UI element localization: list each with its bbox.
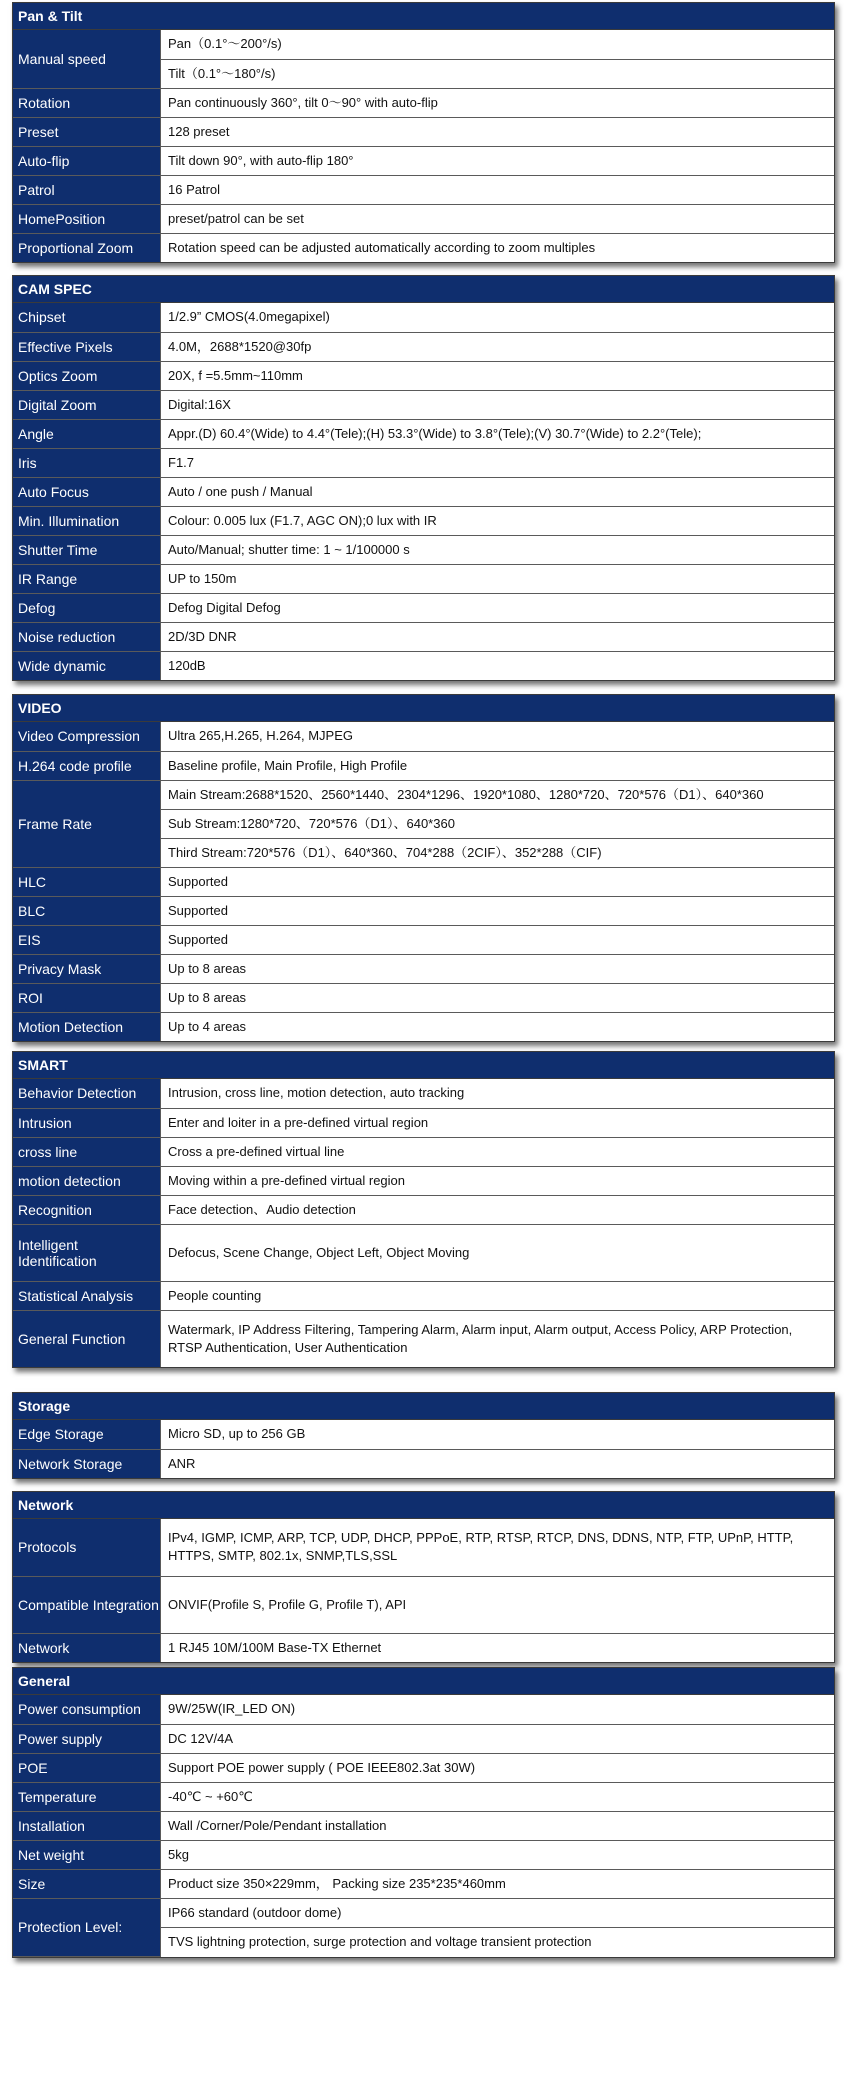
section-storage <box>12 1392 835 1479</box>
spec-label-roi: ROI <box>13 983 161 1012</box>
table-row <box>13 651 834 680</box>
spec-value: -40℃ ~ +60℃ <box>161 1782 835 1811</box>
table-row <box>13 896 834 925</box>
spec-label-noise-reduction: Noise reduction <box>13 622 161 651</box>
table-row <box>13 535 834 564</box>
section-title: General <box>13 1668 834 1695</box>
spec-value: People counting <box>161 1281 835 1310</box>
table-row <box>13 332 834 361</box>
spec-label-h-264-code-profile: H.264 code profile <box>13 751 161 780</box>
table-row <box>13 233 834 262</box>
spec-value: DC 12V/4A <box>161 1724 835 1753</box>
spec-label-protection-level: Protection Level: <box>13 1898 161 1956</box>
table-row <box>13 117 834 146</box>
table-row <box>13 1753 834 1782</box>
spec-label-shutter-time: Shutter Time <box>13 535 161 564</box>
spec-value: IPv4, IGMP, ICMP, ARP, TCP, UDP, DHCP, PPPoE, RTP, RTSP, RTCP, DNS, DDNS, NTP, FTP, UPnP, HTTP, HTTPS, SMTP, 802.1x, SNMP,TLS,SSL <box>161 1519 835 1576</box>
spec-label-power-consumption: Power consumption <box>13 1695 161 1724</box>
spec-value: IP66 standard (outdoor dome) <box>161 1898 835 1927</box>
spec-value: Supported <box>161 867 835 896</box>
spec-value: Up to 8 areas <box>161 954 835 983</box>
spec-value: ONVIF(Profile S, Profile G, Profile T), API <box>161 1576 835 1633</box>
table-row <box>13 622 834 651</box>
section-title: Pan & Tilt <box>13 3 834 30</box>
spec-value: Defog Digital Defog <box>161 593 835 622</box>
spec-value: Ultra 265,H.265, H.264, MJPEG <box>161 722 835 751</box>
spec-value: Colour: 0.005 lux (F1.7, AGC ON);0 lux with IR <box>161 506 835 535</box>
table-row <box>13 1137 834 1166</box>
spec-label-homeposition: HomePosition <box>13 204 161 233</box>
spec-value: 128 preset <box>161 117 835 146</box>
table-row <box>13 1108 834 1137</box>
spec-label-protocols: Protocols <box>13 1519 161 1576</box>
table-row <box>13 1166 834 1195</box>
spec-label-size: Size <box>13 1869 161 1898</box>
table-row <box>13 780 834 809</box>
spec-label-statistical-analysis: Statistical Analysis <box>13 1281 161 1310</box>
spec-value: Baseline profile, Main Profile, High Profile <box>161 751 835 780</box>
spec-label-blc: BLC <box>13 896 161 925</box>
spec-label-network: Network <box>13 1633 161 1662</box>
spec-value: Auto/Manual; shutter time: 1 ~ 1/100000 s <box>161 535 835 564</box>
table-row <box>13 1224 834 1281</box>
spec-label-digital-zoom: Digital Zoom <box>13 390 161 419</box>
spec-value: Pan continuously 360°, tilt 0～90° with auto-flip <box>161 88 835 117</box>
spec-label-wide-dynamic: Wide dynamic <box>13 651 161 680</box>
table-row <box>13 867 834 896</box>
spec-label-recognition: Recognition <box>13 1195 161 1224</box>
table-row <box>13 1012 834 1041</box>
spec-value: Up to 4 areas <box>161 1012 835 1041</box>
table-row <box>13 1724 834 1753</box>
spec-label-angle: Angle <box>13 419 161 448</box>
spec-value: Moving within a pre-defined virtual region <box>161 1166 835 1195</box>
spec-value: ANR <box>161 1449 835 1478</box>
section-title: Storage <box>13 1393 834 1420</box>
table-row <box>13 751 834 780</box>
section-title: Network <box>13 1492 834 1519</box>
spec-value: Main Stream:2688*1520、2560*1440、2304*1296、1920*1080、1280*720、720*576（D1）、640*360 <box>161 780 835 809</box>
spec-table <box>13 303 834 680</box>
spec-table <box>13 1695 834 1957</box>
spec-value: 20X, f =5.5mm~110mm <box>161 361 835 390</box>
table-row <box>13 593 834 622</box>
table-row <box>13 1811 834 1840</box>
spec-value: Rotation speed can be adjusted automatically according to zoom multiples <box>161 233 835 262</box>
spec-label-motion-detection: Motion Detection <box>13 1012 161 1041</box>
spec-label-privacy-mask: Privacy Mask <box>13 954 161 983</box>
spec-value: Tilt（0.1°～180°/s) <box>161 59 835 88</box>
spec-table <box>13 1519 834 1662</box>
table-row <box>13 954 834 983</box>
spec-label-edge-storage: Edge Storage <box>13 1420 161 1449</box>
spec-value: Third Stream:720*576（D1）、640*360、704*288（2CIF）、352*288（CIF) <box>161 838 835 867</box>
table-row <box>13 419 834 448</box>
table-row <box>13 1633 834 1662</box>
spec-label-general-function: General Function <box>13 1310 161 1367</box>
spec-label-eis: EIS <box>13 925 161 954</box>
table-row <box>13 1576 834 1633</box>
spec-label-poe: POE <box>13 1753 161 1782</box>
spec-label-effective-pixels: Effective Pixels <box>13 332 161 361</box>
table-row <box>13 390 834 419</box>
table-row <box>13 983 834 1012</box>
spec-label-video-compression: Video Compression <box>13 722 161 751</box>
spec-label-rotation: Rotation <box>13 88 161 117</box>
spec-label-hlc: HLC <box>13 867 161 896</box>
spec-label-patrol: Patrol <box>13 175 161 204</box>
table-row <box>13 361 834 390</box>
spec-table <box>13 30 834 262</box>
section-smart <box>12 1051 835 1368</box>
table-row <box>13 88 834 117</box>
table-row <box>13 1195 834 1224</box>
table-row <box>13 448 834 477</box>
spec-label-auto-focus: Auto Focus <box>13 477 161 506</box>
spec-label-frame-rate: Frame Rate <box>13 780 161 867</box>
spec-label-defog: Defog <box>13 593 161 622</box>
table-row <box>13 146 834 175</box>
spec-label-iris: Iris <box>13 448 161 477</box>
spec-value: Digital:16X <box>161 390 835 419</box>
section-cam-spec <box>12 275 835 681</box>
spec-label-auto-flip: Auto-flip <box>13 146 161 175</box>
spec-label-intrusion: Intrusion <box>13 1108 161 1137</box>
table-row <box>13 1079 834 1108</box>
table-row <box>13 1869 834 1898</box>
spec-value: Micro SD, up to 256 GB <box>161 1420 835 1449</box>
spec-label-behavior-detection: Behavior Detection <box>13 1079 161 1108</box>
spec-value: 9W/25W(IR_LED ON) <box>161 1695 835 1724</box>
spec-value: Intrusion, cross line, motion detection, auto tracking <box>161 1079 835 1108</box>
section-title: CAM SPEC <box>13 276 834 303</box>
spec-value: Defocus, Scene Change, Object Left, Object Moving <box>161 1224 835 1281</box>
spec-value: Product size 350×229mm， Packing size 235*235*460mm <box>161 1869 835 1898</box>
table-row <box>13 1695 834 1724</box>
spec-label-compatible-integration: Compatible Integration <box>13 1576 161 1633</box>
spec-table <box>13 1079 834 1367</box>
table-row <box>13 722 834 751</box>
spec-table <box>13 1420 834 1478</box>
section-video <box>12 694 835 1042</box>
spec-value: Sub Stream:1280*720、720*576（D1）、640*360 <box>161 809 835 838</box>
spec-value: 2D/3D DNR <box>161 622 835 651</box>
spec-table <box>13 722 834 1041</box>
spec-label-min-illumination: Min. Illumination <box>13 506 161 535</box>
table-row <box>13 1449 834 1478</box>
spec-value: Wall /Corner/Pole/Pendant installation <box>161 1811 835 1840</box>
spec-value: 16 Patrol <box>161 175 835 204</box>
spec-value: 1 RJ45 10M/100M Base-TX Ethernet <box>161 1633 835 1662</box>
table-row <box>13 303 834 332</box>
spec-value: Supported <box>161 896 835 925</box>
table-row <box>13 1420 834 1449</box>
section-title: VIDEO <box>13 695 834 722</box>
spec-value: Enter and loiter in a pre-defined virtual region <box>161 1108 835 1137</box>
spec-label-manual-speed: Manual speed <box>13 30 161 88</box>
spec-value: UP to 150m <box>161 564 835 593</box>
spec-value: 1/2.9” CMOS(4.0megapixel) <box>161 303 835 332</box>
spec-label-preset: Preset <box>13 117 161 146</box>
spec-value: Support POE power supply ( POE IEEE802.3at 30W) <box>161 1753 835 1782</box>
table-row <box>13 925 834 954</box>
spec-value: Tilt down 90°, with auto-flip 180° <box>161 146 835 175</box>
spec-label-motion-detection: motion detection <box>13 1166 161 1195</box>
spec-label-cross-line: cross line <box>13 1137 161 1166</box>
spec-label-intelligent-identification: Intelligent Identification <box>13 1224 161 1281</box>
section-network <box>12 1491 835 1663</box>
section-pan-tilt <box>12 2 835 263</box>
table-row <box>13 564 834 593</box>
spec-value: 5kg <box>161 1840 835 1869</box>
spec-value: F1.7 <box>161 448 835 477</box>
spec-value: 120dB <box>161 651 835 680</box>
spec-value: Pan（0.1°～200°/s) <box>161 30 835 59</box>
table-row <box>13 1898 834 1927</box>
spec-label-optics-zoom: Optics Zoom <box>13 361 161 390</box>
spec-label-net-weight: Net weight <box>13 1840 161 1869</box>
spec-value: Cross a pre-defined virtual line <box>161 1137 835 1166</box>
table-row <box>13 477 834 506</box>
spec-value: Watermark, IP Address Filtering, Tampering Alarm, Alarm input, Alarm output, Access Policy, ARP Protection, RTSP Authentication, User Authentication <box>161 1310 835 1367</box>
spec-value: 4.0M，2688*1520@30fp <box>161 332 835 361</box>
table-row <box>13 175 834 204</box>
spec-value: Appr.(D) 60.4°(Wide) to 4.4°(Tele);(H) 53.3°(Wide) to 3.8°(Tele);(V) 30.7°(Wide) to 2.2°(Tele); <box>161 419 835 448</box>
table-row <box>13 1840 834 1869</box>
section-general <box>12 1667 835 1958</box>
table-row <box>13 204 834 233</box>
spec-value: Supported <box>161 925 835 954</box>
spec-value: preset/patrol can be set <box>161 204 835 233</box>
spec-value: Face detection、Audio detection <box>161 1195 835 1224</box>
spec-value: Auto / one push / Manual <box>161 477 835 506</box>
spec-value: Up to 8 areas <box>161 983 835 1012</box>
spec-value: TVS lightning protection, surge protection and voltage transient protection <box>161 1927 835 1956</box>
spec-label-ir-range: IR Range <box>13 564 161 593</box>
table-row <box>13 506 834 535</box>
table-row <box>13 1281 834 1310</box>
spec-label-chipset: Chipset <box>13 303 161 332</box>
table-row <box>13 1782 834 1811</box>
spec-label-proportional-zoom: Proportional Zoom <box>13 233 161 262</box>
spec-label-installation: Installation <box>13 1811 161 1840</box>
spec-label-power-supply: Power supply <box>13 1724 161 1753</box>
spec-label-network-storage: Network Storage <box>13 1449 161 1478</box>
section-title: SMART <box>13 1052 834 1079</box>
table-row <box>13 30 834 59</box>
table-row <box>13 1310 834 1367</box>
table-row <box>13 1519 834 1576</box>
spec-label-temperature: Temperature <box>13 1782 161 1811</box>
